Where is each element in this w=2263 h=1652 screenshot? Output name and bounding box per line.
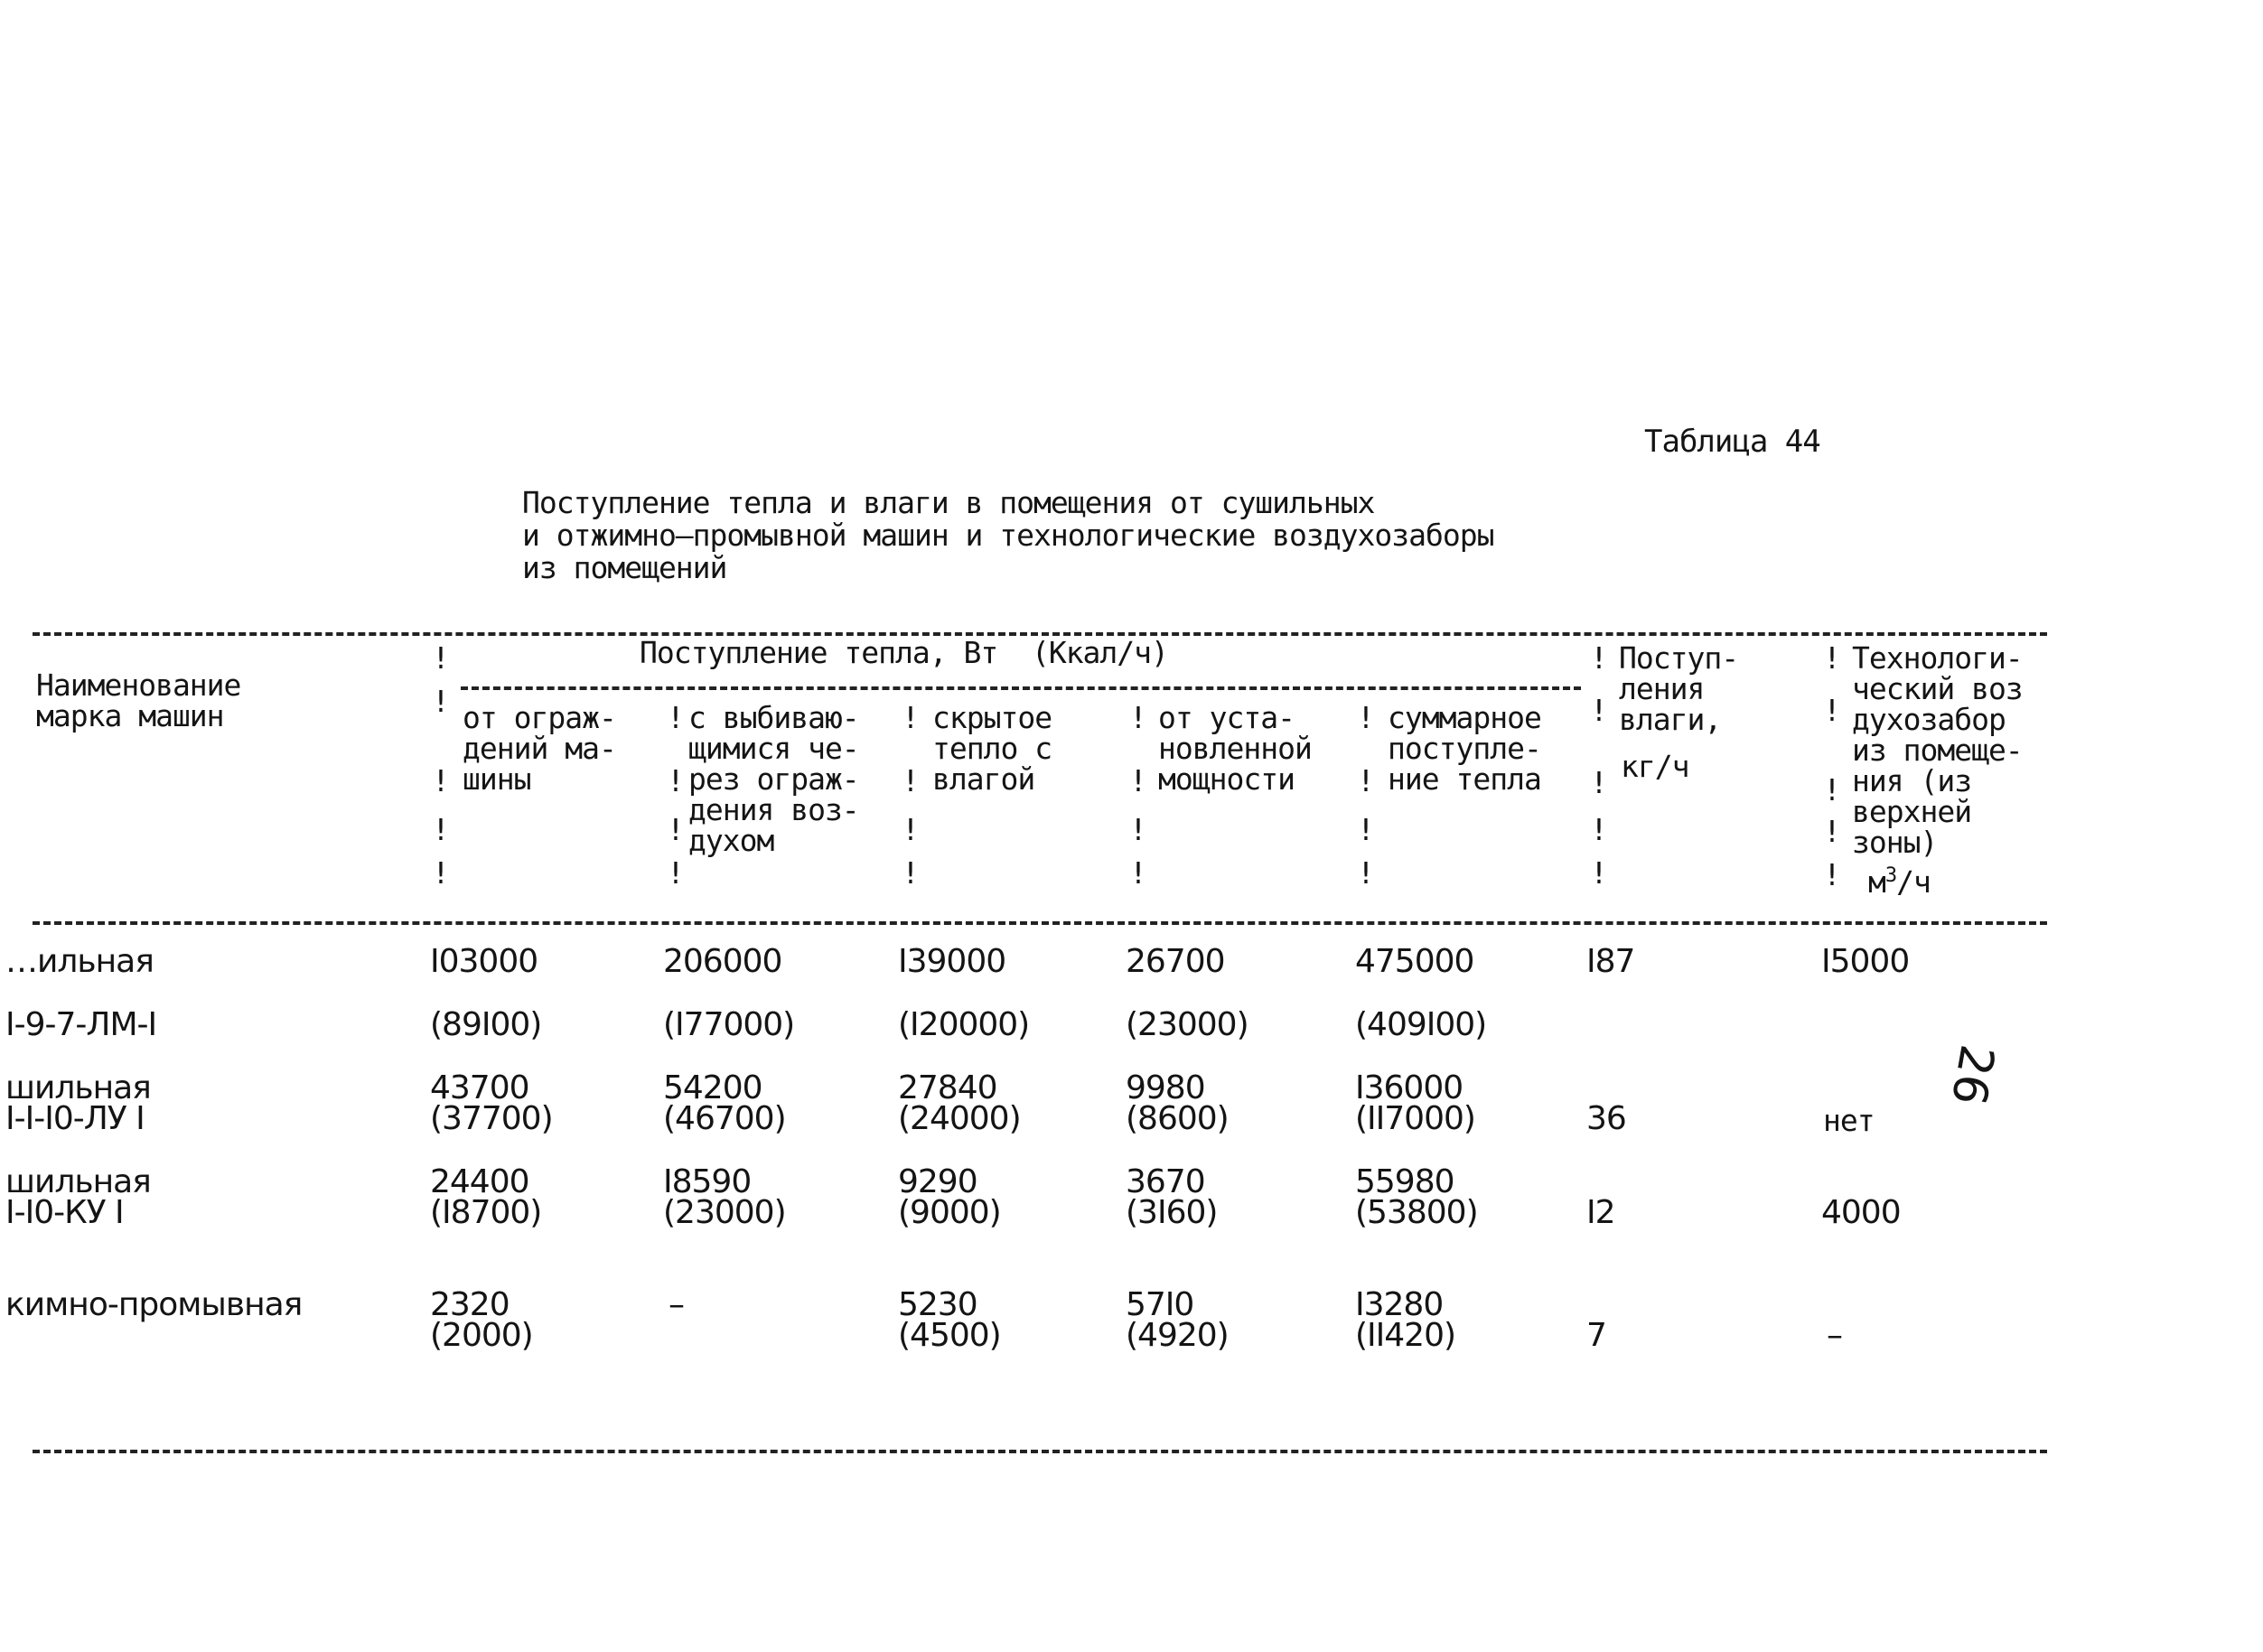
row-1-escaping-kcal: (I77000) — [663, 1006, 795, 1043]
row-2-moisture: 36 — [1586, 1100, 1626, 1137]
separator: ! — [902, 812, 920, 847]
row-3-installed: 3670 — [1126, 1163, 1205, 1200]
heat-group-rule — [461, 686, 1581, 690]
separator: ! — [1590, 855, 1608, 891]
header-moisture-unit: кг/ч — [1621, 749, 1689, 784]
separator: ! — [1129, 700, 1147, 735]
separator: ! — [1590, 640, 1608, 676]
row-4-latent: 5230 — [898, 1286, 977, 1323]
row-3-installed-kcal: (3I60) — [1126, 1194, 1218, 1231]
separator: ! — [1823, 772, 1841, 807]
row-4-total: I3280 — [1355, 1286, 1444, 1323]
row-2-latent: 27840 — [898, 1069, 997, 1106]
row-1-total-kcal: (409I00) — [1355, 1006, 1487, 1043]
page-number: 26 — [1940, 1041, 2005, 1109]
row-1-installed: 26700 — [1126, 943, 1225, 980]
row-3-moisture: I2 — [1586, 1194, 1615, 1231]
header-installed-power: от уста- новленной мощности — [1158, 700, 1312, 797]
separator: ! — [1590, 812, 1608, 847]
row-3-latent-kcal: (9000) — [898, 1194, 1001, 1231]
header-air-intake-unit: $м^3/ч$ — [1868, 864, 1931, 900]
table-label: Таблица 44 — [1644, 424, 1820, 460]
header-heat-group: Поступление тепла, Вт (Ккал/ч) — [640, 635, 1168, 670]
row-4-latent-kcal: (4500) — [898, 1317, 1001, 1354]
separator: ! — [1357, 763, 1375, 798]
header-total-heat: суммарное поступле- ние тепла — [1388, 700, 1541, 797]
separator: ! — [1129, 763, 1147, 798]
row-2-latent-kcal: (24000) — [898, 1100, 1021, 1137]
row-1-enclosure: I03000 — [430, 943, 538, 980]
row-3-enclosure-kcal: (I8700) — [430, 1194, 542, 1231]
separator: ! — [1129, 812, 1147, 847]
row-3-total-kcal: (53800) — [1355, 1194, 1478, 1231]
row-1-name: …ильная — [5, 943, 154, 980]
separator: ! — [1823, 693, 1841, 728]
header-latent-heat: скрытое тепло с влагой — [932, 700, 1052, 797]
row-2-escaping: 54200 — [663, 1069, 762, 1106]
separator: ! — [432, 640, 450, 676]
row-4-total-kcal: (II420) — [1355, 1317, 1456, 1354]
separator: ! — [432, 684, 450, 719]
header-bottom-rule — [33, 921, 2047, 925]
row-2-total-kcal: (II7000) — [1355, 1100, 1475, 1137]
header-from-enclosure: от ограж- дений ма- шины — [463, 700, 616, 797]
header-air-intake: Технологи- ческий воз духозабор из помеще- ния (из верхней зоны) — [1852, 640, 2023, 860]
separator: ! — [1590, 765, 1608, 800]
row-4-installed-kcal: (4920) — [1126, 1317, 1229, 1354]
separator: ! — [1357, 812, 1375, 847]
row-4-name: кимно-промывная — [5, 1286, 303, 1323]
row-4-air-intake: – — [1827, 1317, 1842, 1354]
header-name-column: Наименование марка машин — [36, 667, 241, 733]
row-1-latent: I39000 — [898, 943, 1006, 980]
separator: ! — [1590, 693, 1608, 728]
row-4-installed: 57I0 — [1126, 1286, 1194, 1323]
row-2-total: I36000 — [1355, 1069, 1463, 1106]
row-2-model: I-I-I0-ЛУ I — [5, 1100, 145, 1137]
table-bottom-rule — [33, 1450, 2047, 1453]
row-3-name: шильная — [5, 1163, 151, 1200]
row-4-enclosure: 2320 — [430, 1286, 510, 1323]
separator: ! — [902, 700, 920, 735]
separator: ! — [432, 812, 450, 847]
separator: ! — [902, 855, 920, 891]
row-2-enclosure-kcal: (37700) — [430, 1100, 553, 1137]
row-2-enclosure: 43700 — [430, 1069, 529, 1106]
row-4-moisture: 7 — [1586, 1317, 1606, 1354]
row-2-air-intake: нет — [1823, 1103, 1875, 1138]
separator: ! — [902, 763, 920, 798]
table-title-line-3: из помещений — [522, 550, 727, 585]
separator: ! — [667, 763, 685, 798]
separator: ! — [667, 812, 685, 847]
separator: ! — [667, 855, 685, 891]
separator: ! — [1823, 640, 1841, 676]
row-1-model: I-9-7-ЛМ-I — [5, 1006, 157, 1043]
separator: ! — [1823, 814, 1841, 849]
row-1-escaping: 206000 — [663, 943, 782, 980]
header-escaping-air: с выбиваю- щимися че- рез ограж- дения воз- духом — [688, 700, 859, 858]
row-4-escaping: – — [669, 1286, 684, 1323]
row-1-total: 475000 — [1355, 943, 1474, 980]
row-3-model: I-I0-КУ I — [5, 1194, 124, 1231]
row-1-latent-kcal: (I20000) — [898, 1006, 1030, 1043]
separator: ! — [1357, 855, 1375, 891]
row-2-escaping-kcal: (46700) — [663, 1100, 786, 1137]
separator: ! — [432, 855, 450, 891]
table-title-line-1: Поступление тепла и влаги в помещения от сушильных — [522, 485, 1375, 520]
separator: ! — [1129, 855, 1147, 891]
row-2-name: шильная — [5, 1069, 151, 1106]
row-1-installed-kcal: (23000) — [1126, 1006, 1248, 1043]
table-title-line-2: и отжимно–промывной машин и технологические воздухозаборы — [522, 518, 1494, 553]
row-2-installed: 9980 — [1126, 1069, 1205, 1106]
row-1-enclosure-kcal: (89I00) — [430, 1006, 542, 1043]
separator: ! — [1823, 857, 1841, 892]
row-1-air-intake: I5000 — [1821, 943, 1910, 980]
separator: ! — [667, 700, 685, 735]
row-3-enclosure: 24400 — [430, 1163, 529, 1200]
row-3-escaping: I8590 — [663, 1163, 752, 1200]
row-1-moisture: I87 — [1586, 943, 1635, 980]
header-moisture: Поступ- ления влаги, — [1619, 640, 1739, 737]
row-3-escaping-kcal: (23000) — [663, 1194, 786, 1231]
row-3-air-intake: 4000 — [1821, 1194, 1901, 1231]
row-3-total: 55980 — [1355, 1163, 1454, 1200]
row-3-latent: 9290 — [898, 1163, 977, 1200]
row-4-enclosure-kcal: (2000) — [430, 1317, 533, 1354]
row-2-installed-kcal: (8600) — [1126, 1100, 1229, 1137]
separator: ! — [432, 763, 450, 798]
separator: ! — [1357, 700, 1375, 735]
